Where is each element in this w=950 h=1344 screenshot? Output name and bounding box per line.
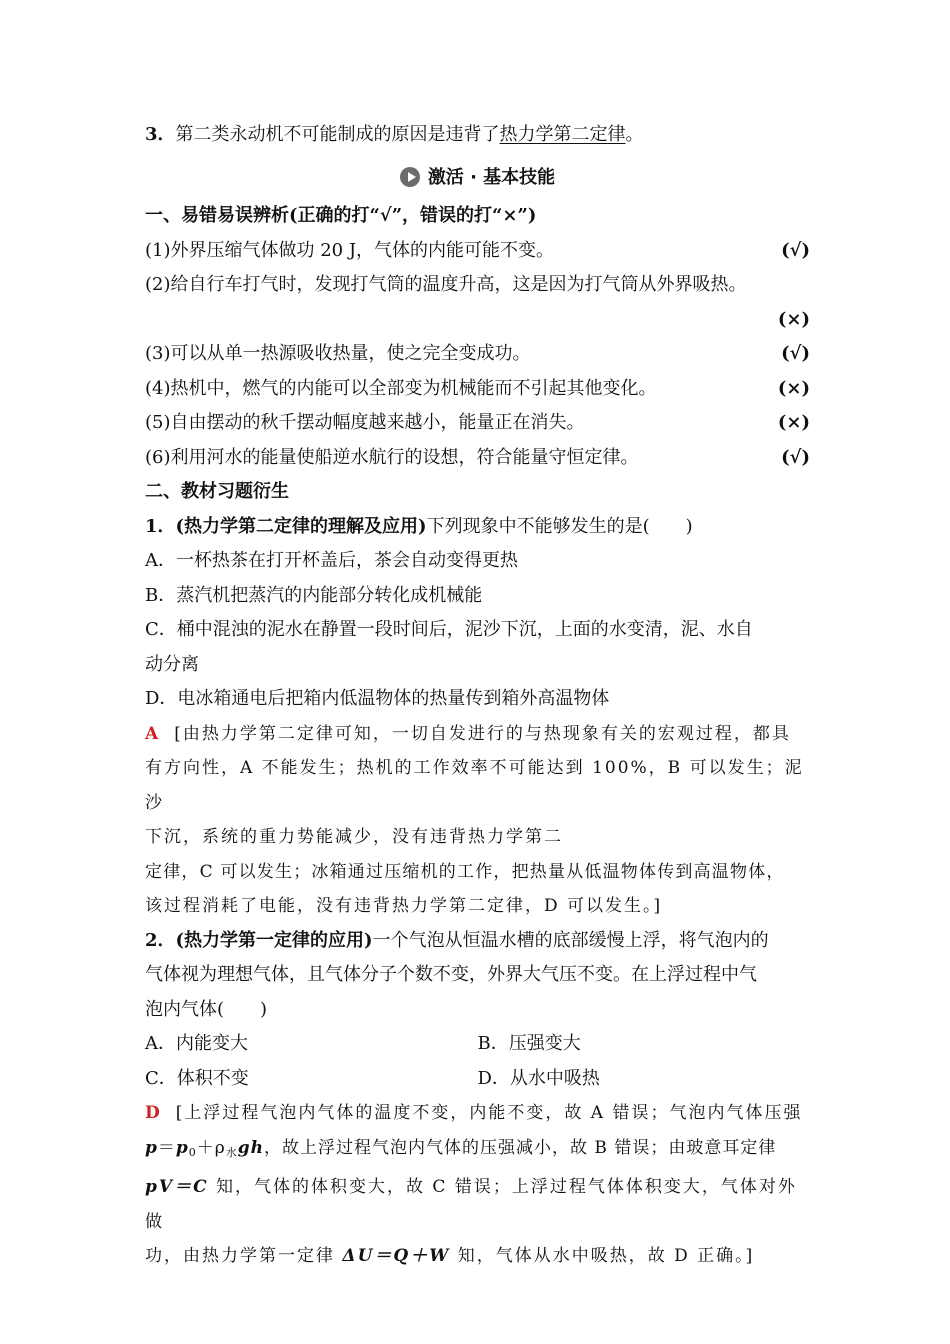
q2-options-row: [145, 1062, 810, 1097]
banner-title: 激活 · 基本技能: [427, 166, 556, 188]
q2-exp-text: 功，由热力学第一定律: [145, 1246, 343, 1266]
section-banner: [145, 161, 810, 196]
formula-boyle: pV＝C: [145, 1177, 209, 1197]
q2-text-line: 气体视为理想气体，且气体分子个数不变，外界大气压不变。在上浮过程中气: [145, 964, 757, 985]
q2-exp-text: ，故上浮过程气泡内气体的压强减小，故 B 错误；由玻意耳定律: [264, 1137, 777, 1158]
q1-answer: A: [145, 723, 161, 744]
formula-p0: p: [175, 1137, 189, 1158]
q2-option: B．压强变大: [477, 1033, 581, 1054]
part1-heading: [145, 199, 810, 234]
judge-item-text: (4)热机中，燃气的内能可以全部变为机械能而不引起其他变化。: [145, 377, 657, 399]
q2-exp-line: [上浮过程气泡内气体的温度不变，内能不变，故 A 错误；气泡内气体压强: [175, 1103, 803, 1123]
judge-item-text: (5)自由摆动的秋千摆动幅度越来越小，能量正在消失。: [145, 412, 585, 433]
judge-item-text: (1)外界压缩气体做功 20 J，气体的内能可能不变。: [145, 239, 555, 261]
judge-item: [145, 406, 810, 441]
intro-end: 。: [625, 124, 644, 145]
q2-option: D．从水中吸热: [477, 1067, 600, 1089]
q2-answer: D: [145, 1103, 162, 1123]
q2-explanation: [145, 1096, 810, 1274]
q1-option: D．电冰箱通电后把箱内低温物体的热量传到箱外高温物体: [145, 688, 610, 709]
q1-exp-line: 下沉，系统的重力势能减少，没有违背热力学第二: [145, 827, 563, 847]
play-circle-icon: [400, 167, 420, 187]
judge-mark: (×): [777, 308, 810, 330]
q2-exp-line: [145, 1239, 810, 1274]
q2-tag: (热力学第一定律的应用): [175, 929, 373, 951]
q1-tag: (热力学第二定律的理解及应用): [175, 515, 427, 537]
intro-underlined-term: 热力学第二定律: [499, 124, 626, 145]
q1-option-cont: 动分离: [145, 653, 199, 675]
intro-text: 第二类永动机不可能制成的原因是违背了: [175, 124, 500, 145]
judge-mark: (√): [781, 343, 810, 364]
q2-stem: [145, 924, 810, 959]
q1-explanation: [145, 717, 810, 924]
intro-number: 3．: [145, 124, 176, 145]
document-page: [145, 118, 810, 1274]
intro-line: [145, 118, 810, 153]
q2-exp-line: [145, 1170, 810, 1239]
q2-text-line: 泡内气体( ): [145, 998, 268, 1020]
formula-p: p: [145, 1137, 158, 1158]
q1-stem: [145, 510, 810, 545]
part2-heading: 二、教材习题衍生: [145, 481, 289, 502]
q2-options-row: [145, 1027, 810, 1062]
q2-exp-text: 知，气体从水中吸热，故 D 正确。]: [450, 1246, 755, 1266]
judge-mark: (×): [777, 412, 810, 433]
q2-option: A．内能变大: [145, 1033, 248, 1054]
judge-item: [145, 441, 810, 476]
judge-item-text: (3)可以从单一热源吸收热量，使之完全变成功。: [145, 343, 531, 364]
judge-item: [145, 372, 810, 407]
q2-number: 2．: [145, 929, 176, 951]
judge-item: [145, 268, 810, 303]
judge-item: [145, 337, 810, 372]
q1-exp-line: 有方向性，A 不能发生；热机的工作效率不可能达到 100%，B 可以发生；泥沙: [145, 758, 804, 813]
q1-exp-line: [由热力学第二定律可知，一切自发进行的与热现象有关的宏观过程，都具: [174, 723, 791, 744]
q1-number: 1．: [145, 515, 176, 537]
q1-exp-line: 该过程消耗了电能，没有违背热力学第二定律，D 可以发生。]: [145, 896, 663, 916]
formula-plus-rho: ＋ρ: [196, 1137, 226, 1158]
formula-gh: gh: [237, 1137, 265, 1158]
formula-first-law: ΔU＝Q＋W: [342, 1246, 451, 1266]
formula-eq: ＝: [157, 1137, 176, 1158]
judge-item: [145, 234, 810, 269]
q2-text: 一个气泡从恒温水槽的底部缓慢上浮，将气泡内的: [372, 929, 769, 951]
judge-mark: (×): [777, 377, 810, 399]
q2-exp-line: [145, 1131, 810, 1171]
formula-sub0: 0: [188, 1145, 197, 1159]
q2-exp-text: 知，气体的体积变大，故 C 错误；上浮过程气体体积变大，气体对外做: [145, 1177, 797, 1232]
q1-option: B．蒸汽机把蒸汽的内能部分转化成机械能: [145, 584, 483, 606]
q1-option: A．一杯热茶在打开杯盖后，茶会自动变得更热: [145, 550, 518, 571]
q1-exp-line: 定律，C 可以发生；冰箱通过压缩机的工作，把热量从低温物体传到高温物体，: [145, 861, 785, 882]
judge-mark: (√): [781, 239, 810, 261]
judge-mark: (√): [781, 446, 810, 468]
part1-heading-note: (正确的打“√”，错误的打“×”): [289, 205, 537, 226]
q2-option: C．体积不变: [145, 1067, 249, 1089]
judge-item-text: (6)利用河水的能量使船逆水航行的设想，符合能量守恒定律。: [145, 446, 639, 468]
part1-heading-text: 一、易错易误辨析: [145, 205, 289, 226]
q1-text: 下列现象中不能够发生的是( ): [426, 515, 693, 537]
formula-sub-water: 水: [225, 1145, 238, 1159]
judge-item-text: (2)给自行车打气时，发现打气筒的温度升高，这是因为打气筒从外界吸热。: [145, 274, 747, 295]
q1-option: C．桶中混浊的泥水在静置一段时间后，泥沙下沉，上面的水变清，泥、水自: [145, 619, 753, 640]
